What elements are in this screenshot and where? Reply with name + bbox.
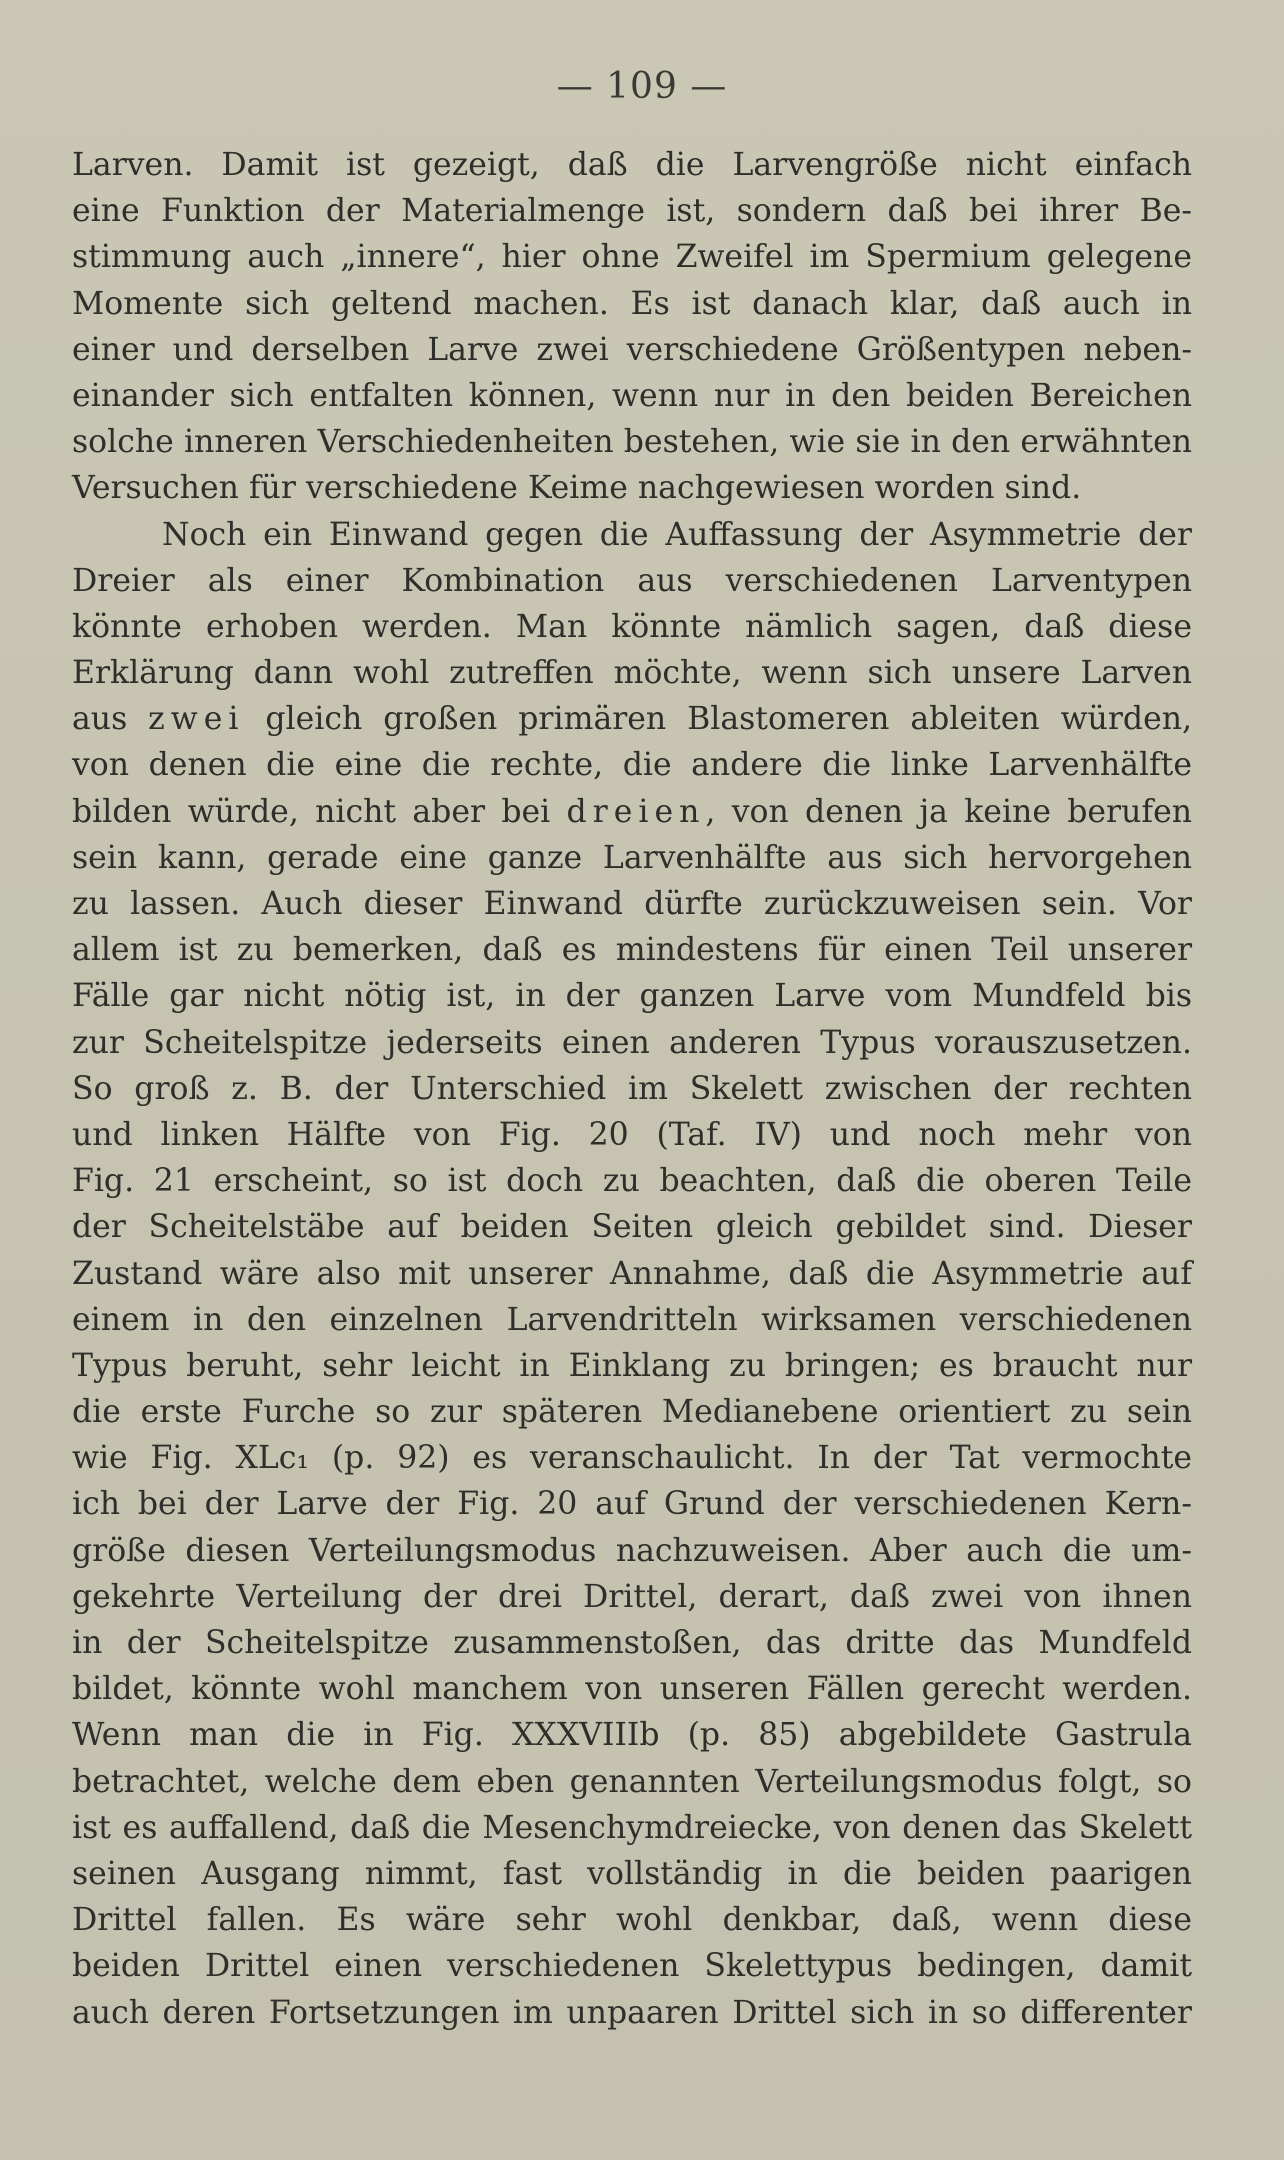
text-fragment: bilden würde, nicht aber bei xyxy=(72,793,567,830)
text-line: von denen die eine die rechte, die andere die linke Larvenhälfte xyxy=(72,747,1192,784)
text-line: bildet, könnte wohl manchem von unseren Fällen gerecht werden. xyxy=(72,1671,1192,1708)
text-line: stimmung auch „innere“, hier ohne Zweifel im Spermium gelegene xyxy=(72,239,1192,276)
text-line: in der Scheitelspitze zusammenstoßen, das dritte das Mundfeld xyxy=(72,1625,1192,1661)
text-line: eine Funktion der Materialmenge ist, sondern daß bei ihrer Be- xyxy=(72,193,1192,230)
text-fragment: aus xyxy=(72,701,149,738)
text-line xyxy=(72,696,1192,742)
text-line: So groß z. B. der Unterschied im Skelett zwischen der rechten xyxy=(72,1070,1192,1107)
text-line: könnte erhoben werden. Man könnte nämlich sagen, daß diese xyxy=(72,608,1192,645)
paragraph-start-line: Noch ein Einwand gegen die Auffassung der Asymmetrie der xyxy=(162,516,1192,553)
text-line: Dreier als einer Kombination aus verschiedenen Larventypen xyxy=(72,562,1192,599)
text-fragment: gleich großen primären Blastomeren ableiten würden, xyxy=(244,701,1193,738)
text-line: Fig. 21 erscheint, so ist doch zu beachten, daß die oberen Teile xyxy=(72,1163,1192,1200)
text-line: die erste Furche so zur späteren Medianebene orientiert zu sein xyxy=(72,1394,1192,1431)
text-line: zu lassen. Auch dieser Einwand dürfte zurückzuweisen sein. Vor xyxy=(72,886,1192,922)
emphasized-word: zwei xyxy=(148,701,245,738)
text-line: Momente sich geltend machen. Es ist danach klar, daß auch in xyxy=(72,285,1192,322)
page-number: — 109 — xyxy=(556,66,728,107)
text-line: Erklärung dann wohl zutreffen möchte, wenn sich unsere Larven xyxy=(72,655,1192,692)
text-line: wie Fig. XLc₁ (p. 92) es veranschaulicht. In der Tat vermochte xyxy=(72,1440,1192,1477)
text-line: zur Scheitelspitze jederseits einen anderen Typus vorauszusetzen. xyxy=(72,1024,1192,1061)
text-line: der Scheitelstäbe auf beiden Seiten gleich gebildet sind. Dieser xyxy=(72,1209,1192,1246)
text-line: einer und derselben Larve zwei verschiedene Größentypen neben- xyxy=(72,331,1192,368)
text-line: Larven. Damit ist gezeigt, daß die Larvengröße nicht einfach xyxy=(72,147,1192,183)
text-line xyxy=(72,789,1192,835)
text-line: Typus beruht, sehr leicht in Einklang zu bringen; es braucht nur xyxy=(72,1347,1192,1384)
emphasized-word: dreien xyxy=(566,793,706,830)
text-line: gekehrte Verteilung der drei Drittel, derart, daß zwei von ihnen xyxy=(72,1578,1192,1615)
text-line: Fälle gar nicht nötig ist, in der ganzen Larve vom Mundfeld bis xyxy=(72,978,1192,1015)
text-line: sein kann, gerade eine ganze Larvenhälfte aus sich hervorgehen xyxy=(72,839,1192,876)
text-line: auch deren Fortsetzungen im unpaaren Drittel sich in so differenter xyxy=(72,1994,1192,2031)
text-line: betrachtet, welche dem eben genannten Verteilungsmodus folgt, so xyxy=(72,1763,1192,1800)
text-line: solche inneren Verschiedenheiten bestehen, wie sie in den erwähnten xyxy=(72,424,1192,461)
text-line: ist es auffallend, daß die Mesenchymdreiecke, von denen das Skelett xyxy=(72,1809,1192,1846)
text-line: einander sich entfalten können, wenn nur in den beiden Bereichen xyxy=(72,377,1192,414)
text-line: ich bei der Larve der Fig. 20 auf Grund der verschiedenen Kern- xyxy=(72,1486,1192,1523)
text-line: einem in den einzelnen Larvendritteln wirksamen verschiedenen xyxy=(72,1301,1192,1338)
text-line: Zustand wäre also mit unserer Annahme, daß die Asymmetrie auf xyxy=(72,1255,1192,1292)
text-line: beiden Drittel einen verschiedenen Skelettypus bedingen, damit xyxy=(72,1948,1192,1985)
text-line: und linken Hälfte von Fig. 20 (Taf. IV) und noch mehr von xyxy=(72,1116,1192,1153)
text-line: allem ist zu bemerken, daß es mindestens für einen Teil unserer xyxy=(72,932,1192,969)
text-line: Drittel fallen. Es wäre sehr wohl denkbar, daß, wenn diese xyxy=(72,1902,1192,1939)
text-fragment: , von denen ja keine berufen xyxy=(705,793,1192,830)
body-text xyxy=(72,142,1192,2036)
text-line: Wenn man die in Fig. XXXVIIIb (p. 85) abgebildete Gastrula xyxy=(72,1717,1192,1754)
text-line: seinen Ausgang nimmt, fast vollständig in die beiden paarigen xyxy=(72,1855,1192,1892)
text-line: größe diesen Verteilungsmodus nachzuweisen. Aber auch die um- xyxy=(72,1532,1192,1569)
text-line: Versuchen für verschiedene Keime nachgewiesen worden sind. xyxy=(72,470,1082,507)
